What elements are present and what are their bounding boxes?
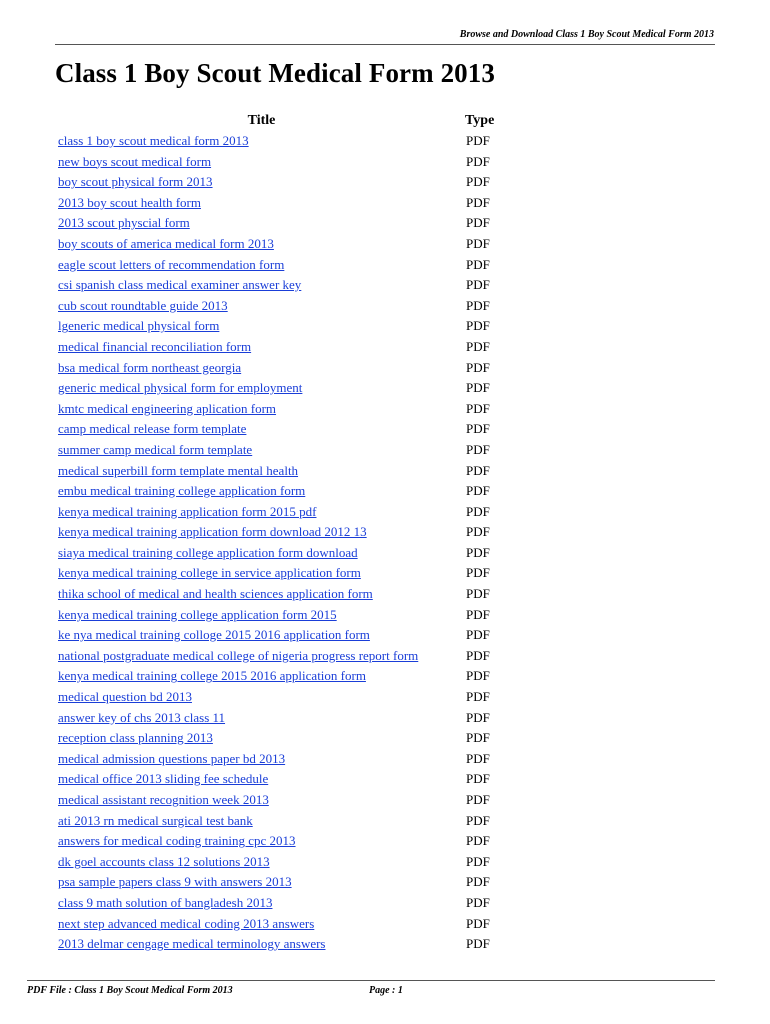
table-row: [58, 522, 518, 543]
document-link[interactable]: national postgraduate medical college of nigeria progress report form: [58, 647, 419, 663]
row-type-cell: PDF: [466, 833, 490, 849]
table-row: [58, 852, 518, 873]
table-row: [58, 378, 518, 399]
table-row: [58, 399, 518, 420]
row-title-cell: [58, 234, 466, 255]
table-row: [58, 584, 518, 605]
row-title-cell: [58, 131, 466, 152]
document-table: [58, 111, 518, 955]
row-type-cell: PDF: [466, 380, 490, 396]
table-row: [58, 872, 518, 893]
document-link[interactable]: reception class planning 2013: [58, 730, 213, 746]
row-type-cell: PDF: [466, 441, 490, 457]
document-link[interactable]: medical assistant recognition week 2013: [58, 792, 269, 807]
row-title-cell: [58, 461, 466, 482]
table-row: [58, 193, 518, 214]
document-link[interactable]: new boys scout medical form: [58, 153, 212, 169]
footer-page-number: Page : 1: [369, 985, 403, 996]
table-row: [58, 172, 518, 193]
row-title-cell: [58, 358, 466, 379]
table-row: [58, 543, 518, 564]
row-type-cell: PDF: [466, 812, 490, 828]
table-row: [58, 914, 518, 935]
row-title-cell: [58, 769, 466, 790]
row-type-cell: PDF: [466, 338, 490, 354]
table-row: [58, 255, 518, 276]
row-type-cell: PDF: [466, 483, 490, 499]
row-title-cell: [58, 934, 466, 955]
row-type-cell: PDF: [466, 503, 490, 519]
document-link[interactable]: boy scout physical form 2013: [58, 174, 213, 190]
document-link[interactable]: embu medical training college application form: [58, 483, 306, 499]
table-row: [58, 131, 518, 152]
document-link[interactable]: kenya medical training college in service application form: [58, 565, 361, 581]
row-type-cell: PDF: [466, 235, 490, 251]
row-title-cell: [58, 193, 466, 214]
document-link[interactable]: generic medical physical form for employment: [58, 380, 303, 396]
table-row: [58, 152, 518, 173]
document-link[interactable]: medical financial reconciliation form: [58, 338, 252, 354]
table-row: [58, 316, 518, 337]
row-title-cell: [58, 296, 466, 317]
table-row: [58, 831, 518, 852]
document-link[interactable]: 2013 delmar cengage medical terminology answers: [58, 936, 326, 952]
row-type-cell: PDF: [466, 792, 490, 807]
table-row: [58, 481, 518, 502]
row-type-cell: PDF: [466, 297, 490, 313]
row-type-cell: PDF: [466, 565, 490, 581]
document-link[interactable]: camp medical release form template: [58, 421, 247, 437]
table-row: [58, 605, 518, 626]
row-type-cell: PDF: [466, 647, 490, 663]
row-type-cell: PDF: [466, 750, 490, 766]
document-link[interactable]: boy scouts of america medical form 2013: [58, 235, 274, 251]
row-type-cell: PDF: [466, 730, 490, 746]
row-type-cell: PDF: [466, 606, 490, 622]
row-title-cell: [58, 893, 466, 914]
row-type-cell: PDF: [466, 421, 490, 437]
row-title-cell: [58, 213, 466, 234]
document-link[interactable]: answers for medical coding training cpc 2013: [58, 833, 296, 849]
table-row: [58, 502, 518, 523]
table-row: [58, 234, 518, 255]
document-link[interactable]: psa sample papers class 9 with answers 2013: [58, 874, 292, 890]
document-link[interactable]: class 1 boy scout medical form 2013: [58, 133, 249, 148]
header-text: Browse and Download Class 1 Boy Scout Medical Form 2013: [459, 29, 714, 40]
row-type-cell: PDF: [466, 359, 490, 375]
row-title-cell: [58, 605, 466, 626]
table-row: [58, 666, 518, 687]
table-row: [58, 934, 518, 955]
document-link[interactable]: kenya medical training application form download 2012 13: [58, 524, 367, 540]
row-title-cell: [58, 502, 466, 523]
row-title-cell: [58, 687, 466, 708]
table-row: [58, 893, 518, 914]
row-type-cell: PDF: [466, 153, 490, 169]
row-type-cell: PDF: [466, 936, 490, 952]
document-link[interactable]: medical question bd 2013: [58, 689, 192, 705]
row-title-cell: [58, 255, 466, 276]
table-row: [58, 728, 518, 749]
row-title-cell: [58, 625, 466, 646]
row-title-cell: [58, 831, 466, 852]
row-title-cell: [58, 666, 466, 687]
row-type-cell: PDF: [466, 194, 490, 210]
row-type-cell: PDF: [466, 853, 490, 869]
table-row: [58, 625, 518, 646]
table-row: [58, 646, 518, 667]
document-link[interactable]: bsa medical form northeast georgia: [58, 359, 242, 375]
row-type-cell: PDF: [466, 215, 490, 231]
row-title-cell: [58, 440, 466, 461]
row-type-cell: PDF: [466, 915, 490, 931]
row-type-cell: PDF: [466, 771, 490, 787]
row-type-cell: PDF: [466, 462, 490, 478]
document-link[interactable]: csi spanish class medical examiner answer key: [58, 277, 302, 293]
document-link[interactable]: summer camp medical form template: [58, 441, 253, 457]
row-title-cell: [58, 749, 466, 770]
document-link[interactable]: kenya medical training college application form 2015: [58, 606, 337, 622]
table-row: [58, 811, 518, 832]
document-link[interactable]: dk goel accounts class 12 solutions 2013: [58, 853, 270, 869]
row-type-cell: PDF: [466, 133, 490, 148]
row-title-cell: [58, 584, 466, 605]
footer-file-text: PDF File : Class 1 Boy Scout Medical Form 2013: [27, 985, 233, 996]
row-title-cell: [58, 316, 466, 337]
row-title-cell: [58, 646, 466, 667]
table-header: [58, 111, 518, 131]
row-title-cell: [58, 152, 466, 173]
row-type-cell: PDF: [466, 318, 490, 334]
footer-divider: [27, 980, 715, 981]
table-row: [58, 563, 518, 584]
row-title-cell: [58, 481, 466, 502]
table-row: [58, 769, 518, 790]
table-row: [58, 461, 518, 482]
document-link[interactable]: medical superbill form template mental health: [58, 462, 299, 478]
row-title-cell: [58, 522, 466, 543]
row-title-cell: [58, 275, 466, 296]
table-row: [58, 708, 518, 729]
document-link[interactable]: 2013 boy scout health form: [58, 194, 201, 210]
column-header-title: Title: [247, 113, 276, 128]
table-row: [58, 749, 518, 770]
table-row: [58, 337, 518, 358]
document-link[interactable]: class 9 math solution of bangladesh 2013: [58, 894, 273, 910]
table-row: [58, 358, 518, 379]
row-title-cell: [58, 872, 466, 893]
document-link[interactable]: next step advanced medical coding 2013 answers: [58, 915, 315, 931]
row-title-cell: [58, 708, 466, 729]
document-link[interactable]: thika school of medical and health sciences application form: [58, 586, 373, 602]
page-title: Class 1 Boy Scout Medical Form 2013: [55, 58, 495, 88]
document-link[interactable]: ke nya medical training colloge 2015 2016 application form: [58, 627, 370, 643]
row-title-cell: [58, 811, 466, 832]
header-divider: [55, 44, 715, 45]
row-type-cell: PDF: [466, 627, 490, 643]
document-link[interactable]: medical office 2013 sliding fee schedule: [58, 771, 269, 787]
row-title-cell: [58, 852, 466, 873]
row-title-cell: [58, 419, 466, 440]
document-link[interactable]: kenya medical training application form 2015 pdf: [58, 503, 317, 519]
row-type-cell: PDF: [466, 709, 490, 725]
document-link[interactable]: medical admission questions paper bd 2013: [58, 750, 286, 766]
row-type-cell: PDF: [466, 524, 490, 540]
row-type-cell: PDF: [466, 544, 490, 560]
row-title-cell: [58, 728, 466, 749]
row-title-cell: [58, 172, 466, 193]
document-link[interactable]: 2013 scout physcial form: [58, 215, 190, 231]
document-link[interactable]: cub scout roundtable guide 2013: [58, 297, 228, 313]
row-title-cell: [58, 337, 466, 358]
document-link[interactable]: siaya medical training college application form download: [58, 544, 358, 560]
document-link[interactable]: answer key of chs 2013 class 11: [58, 709, 226, 725]
table-row: [58, 790, 518, 811]
row-type-cell: PDF: [466, 256, 490, 272]
row-type-cell: PDF: [466, 668, 490, 684]
table-body: [58, 131, 518, 955]
table-row: [58, 440, 518, 461]
row-title-cell: [58, 378, 466, 399]
row-type-cell: PDF: [466, 174, 490, 190]
table-row: [58, 419, 518, 440]
row-title-cell: [58, 563, 466, 584]
document-link[interactable]: lgeneric medical physical form: [58, 318, 220, 334]
row-title-cell: [58, 790, 466, 811]
row-title-cell: [58, 399, 466, 420]
table-row: [58, 275, 518, 296]
row-type-cell: PDF: [466, 894, 490, 910]
table-row: [58, 687, 518, 708]
document-link[interactable]: eagle scout letters of recommendation form: [58, 256, 285, 272]
row-title-cell: [58, 543, 466, 564]
document-link[interactable]: ati 2013 rn medical surgical test bank: [58, 812, 253, 828]
document-link[interactable]: kmtc medical engineering aplication form: [58, 400, 277, 416]
table-row: [58, 296, 518, 317]
table-row: [58, 213, 518, 234]
document-link[interactable]: kenya medical training college 2015 2016 application form: [58, 668, 366, 684]
column-header-type: Type: [465, 113, 495, 128]
row-type-cell: PDF: [466, 277, 490, 293]
row-type-cell: PDF: [466, 689, 490, 705]
row-type-cell: PDF: [466, 586, 490, 602]
row-type-cell: PDF: [466, 400, 490, 416]
row-type-cell: PDF: [466, 874, 490, 890]
row-title-cell: [58, 914, 466, 935]
